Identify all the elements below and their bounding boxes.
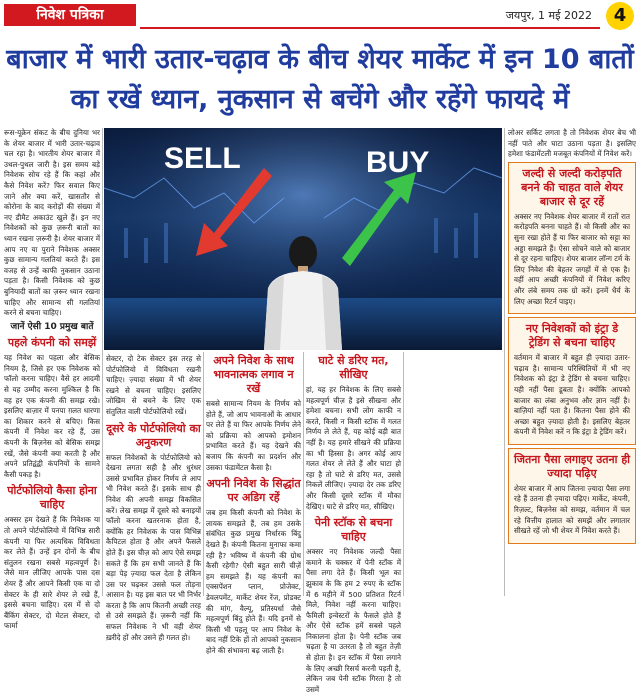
boxed-section xyxy=(508,448,636,544)
page-number-badge: 4 xyxy=(606,2,634,30)
column-rule xyxy=(203,352,204,596)
column-rule xyxy=(504,128,505,596)
subheading-read-more: जितना पैसा लगाइए उतना ही ज्यादा पढ़िए xyxy=(514,452,631,480)
boxed-section xyxy=(508,317,636,445)
masthead xyxy=(0,0,640,32)
paragraph: लोअर सर्किट लगता है तो निवेशक शेयर बेच भी नहीं पाते और घाटा उठाना पड़ता है। इसलिए हमेशा फंडामेंटली मजबूत कंपनियों में निवेश करें। xyxy=(508,128,636,159)
paragraph: अक्सर हम देखते हैं कि निवेशक या तो अपने पोर्टफोलियो में विभिन्न सारी कंपनी या फिर अत्यधिक विविधता कर लेते हैं। उन्हें इन दोनों के बीच संतुलन रखना सबसे महत्वपूर्ण है। जैसे मान लीजिए आपके पास दस शेयर हैं और आपने किसी एक या दो सेक्टर के ही सारे शेयर ले रखे हैं, इससे बचना चाहिए। दस में से दो बैंकिंग सेक्टर, दो मेटल सेक्टर, दो फार्मा xyxy=(4,515,100,631)
subheading-loss: घाटे से डरिए मत, सीखिए xyxy=(318,354,389,381)
paragraph: जब हम किसी कंपनी को निवेश के लायक समझते हैं, तब हम उसके संबंधित कुछ प्रमुख निर्धारक बिंदु देखते हैं। कंपनी कितना मुनाफा कमा रही है? भविष्य में कंपनी की ग्रोथ कैसी रहेगी? ऐसी बहुत सारी चीज़ें हम समझते हैं। यह कंपनी का एक्सपेंशन प्लान, प्रोजेक्ट, डेवलपमेंट, मार्केट शेयर रेंज, प्रोडक्ट की मांग, वैल्यू, प्रतिस्पर्धा जैसे महत्वपूर्ण बिंदु होते हैं। यदि इनमें से किसी भी पहलू पर आप निवेश के बाद नहीं टिके हों तो आपको नुकसान होने की संभावना बढ़ जाती है। xyxy=(206,508,301,655)
paper-logo: निवेश पत्रिका xyxy=(4,4,136,26)
subheading-penny-stock: पेनी स्टॉक से बचना चाहिए xyxy=(314,516,393,544)
dateline: जयपुर, 1 मई 2022 xyxy=(505,9,592,22)
sell-buy-photo xyxy=(104,128,502,350)
subheading-copy-portfolio: दूसरे के पोर्टफोलियो का अनुकरण xyxy=(106,421,201,449)
paragraph: हां, यह हर निवेशक के लिए सबसे महत्वपूर्ण चीज़ है इसे सीखना और हमेशा बचना। सभी लोग काफी न करते, किसी न किसी स्टॉक में गलत निर्णय ले लेते हैं, यह कोई बड़ी बात नहीं है। यह हमारे सीखने की प्रक्रिया का भी हिस्सा है। अगर कोई आप गलत शेयर ले लेते हैं और घाटा हो रहा है तो घाटे से डरिए मत, उससे निकलें लीजिए। ज़्यादा देर तक डरिए और किसी दूसरे स्टॉक में मौका देखिए। घाटे से डरिए मत, सीखिए। xyxy=(306,385,401,511)
paragraph: यह निवेश का पहला और बेसिक नियम है, जिसे हर एक निवेशक को फॉलो करना चाहिए। वैसे हर आदमी से यह उम्मीद करना मुश्किल है कि वह हर एक कंपनी की समझ रखे। इसलिए बाज़ार में पनपा ग़लत धारणा का शिकार करने से बचिए। किस कंपनी में निवेश कर रहे हैं, उस कंपनी के बिज़नेस को बेसिक समझ रखें, जैसे कंपनी क्या करती है और अपने प्रतिद्वंद्वी कंपनियों के सामने कैसी पकड़ है। xyxy=(4,353,100,479)
sell-buy-illustration xyxy=(104,128,502,350)
column-3 xyxy=(206,354,301,655)
intro-paragraph: रूस-यूक्रेन संकट के बीच दुनिया भर के शेयर बाजार में भारी उतार-चढ़ाव चल रहा है। भारतीय शेयर बाजार में उथल-पुथल जारी है। इस समय बड़े निवेशक सोच रहे हैं कि कहां और कैसे निवेश करें? फिर सवाल किए जाने और क्या करें, खासतौर से कोरोना के बाद करोड़ों की संख्या में नए डीमैट अकाउंट खुले हैं। इन नए निवेशकों को कुछ ज़रूरी बातों का ध्यान रखना ज़रूरी है। शेयर बाजार में आप नए या पुराने निवेशक अक्सर कुछ सामान्य गलतियां करते हैं। इस वजह से उन्हें काफी नुकसान उठाना पड़ता है। किसी निवेशक को कुछ बुनियादी बातों का ज़रूर ध्यान रखना चाहिए और सामान्य सी गलतियां करने से बचना चाहिए। xyxy=(4,128,100,318)
subheading-emotional-attachment: अपने निवेश के साथ भावनात्मक लगाव न रखें xyxy=(213,354,294,395)
subheading-crorepati: जल्दी से जल्दी करोड़पति बनने की चाहत वाले शेयर बाजार से दूर रहें xyxy=(521,166,623,208)
paragraph: सबसे सामान्य नियम के निर्णय को होते हैं, जो आप भावनाओं के आधार पर लेते हैं या फिर आपके निर्णय लेने को प्रक्रिया को आपको इमोशन प्रभावित करते हैं। यह देखने की बजाय कि कंपनी का प्रदर्शन और उसका फंडामेंटल कैसा है। xyxy=(206,399,301,472)
subheading-investment-principle: अपनी निवेश के सिद्धांत पर अडिग रहें xyxy=(206,477,301,505)
column-5 xyxy=(508,128,636,596)
column-rule xyxy=(102,128,103,596)
subheading-understand-company: पहले कंपनी को समझें xyxy=(7,336,97,350)
boxed-section xyxy=(508,162,636,314)
paragraph: अक्सर नए निवेशक शेयर बाजार में रातों रात करोड़पति बनना चाहते हैं। वो किसी और का सुना रखा होते हैं या फिर बाजार को सट्टा का अड्डा समझते हैं। ऐसा सोचने वाले को बाजार से दूर रहना चाहिए। शेयर बाजार लॉन्ग टर्म के लिए निवेश की बेहतर जगहों में से एक है। वहीं आप अच्छी कंपनियों में निवेश करिए और लंबे समय तक ग्रो करें। इनमें धैर्य के लिए अच्छा रिटर्न पाइए। xyxy=(514,211,630,306)
column-2 xyxy=(106,354,201,642)
column-rule xyxy=(303,352,304,596)
subheading-portfolio: पोर्टफोलियो कैसा होना चाहिए xyxy=(7,484,97,512)
subheading-intraday: नए निवेशकों को इंट्रा डे ट्रेडिंग से बचना चाहिए xyxy=(525,322,619,350)
column-1 xyxy=(4,128,100,631)
column-4 xyxy=(306,354,401,694)
paragraph: सेक्टर, दो टेक सेक्टर इस तरह से पोर्टफोलियो में विविधता रखनी चाहिए। ज़्यादा संख्या में भी शेयर रखने से बचना चाहिए। इसलिए जोखिम से बचने के लिए एक संतुलित वाली पोर्टफोलियो रखें। xyxy=(106,354,201,416)
paragraph: अक्सर नए निवेशक जल्दी पैसा कमाने के चक्कर में पेनी स्टॉक में पैसा लगा देते हैं। किसी भूल का झुकाव के कि हम 2 रुपए के स्टॉक में 6 महीने में 500 प्रतिशत रिटर्न मिले, निवेश नहीं करना चाहिए। फैमिली इन्वेस्टरों के फैसले होते हैं और ऐसे स्टॉक हमें सबसे पहले निकालना होता है। पेनी स्टॉक जब चढ़ता है या उतरता है तो बहुत तेज़ी से होता है। इन स्टॉक में पैसा लगाने के लिए अच्छी रिसर्च करनी पड़ती है, लेकिन जब पेनी स्टॉक गिरता है तो उसमें xyxy=(306,547,401,694)
main-headline: बाजार में भारी उतार-चढ़ाव के बीच शेयर मार्केट में इन 10 बातों का रखें ध्यान, नुकसान से बचेंगे और रहेंगे फायदे में xyxy=(6,44,634,115)
column-rule xyxy=(403,352,404,596)
paragraph: शेयर बाजार में आप जितना ज़्यादा पैसा लगा रहे हैं उतना ही ज़्यादा पढ़िए। मार्केट, कंपनी, रिज़ल्ट, बिज़नेस को समझ, वर्तमान में चल रहे वित्तीय हालात को समझें और लगातार सीखते रहें जो भी शेयर में निवेश करते हैं। xyxy=(514,483,630,536)
paragraph: वर्तमान में बाजार में बहुत ही ज़्यादा उतार-चढ़ाव है। सामान्य परिस्थितियों में भी नए निवेशक को इंट्रा डे ट्रेडिंग से बचना चाहिए। यही नहीं पैसा डूबता है। क्योंकि आपको बाजार का लंबा अनुभव और ज्ञान नहीं है। बाज़ियां नहीं पता है। कितना पैसा होने की अच्छा बहुत ज़्यादा होती है। इसलिए बेहतर कंपनी में निवेश करें न कि इंट्रा डे ट्रेडिंग करें। xyxy=(514,353,630,437)
kicker: जानें ऐसी 10 प्रमुख बातें xyxy=(10,321,94,332)
masthead-rule xyxy=(140,27,600,29)
buy-label: BUY xyxy=(366,146,430,179)
sell-label: SELL xyxy=(164,142,241,175)
paragraph: सफल निवेशकों के पोर्टफोलियो को देखना लगता सही है और धुरंधर उससे प्रभावित होकर निर्णय ले आप भी निवेश करते हैं। इसके साथ ही निवेश की अपनी समझ विकसित करें। लेख समझ में दूसरे को बनाइयों फॉलो करना खतरनाक होता है, क्योंकि हर निवेशक के पास विभिन्न कैपिटल होता है और अपने फैसले होते हैं। इस चीज़ को आप ऐसे समझ सकते हैं कि हम सभी जानते हैं कि बड़ा पेड़ ज़्यादा फल देता है लेकिन उस पर चढ़कर उससे फल तोड़ना आसान है। यह इस बात पर भी निर्भर करता है कि आप कितनी अच्छी तरह से उसे समझते हैं। ज़रूरी नहीं कि सफल निवेशक ने भी वही शेयर ख़रीदे हों और उसने ही गलत हो। xyxy=(106,452,201,642)
